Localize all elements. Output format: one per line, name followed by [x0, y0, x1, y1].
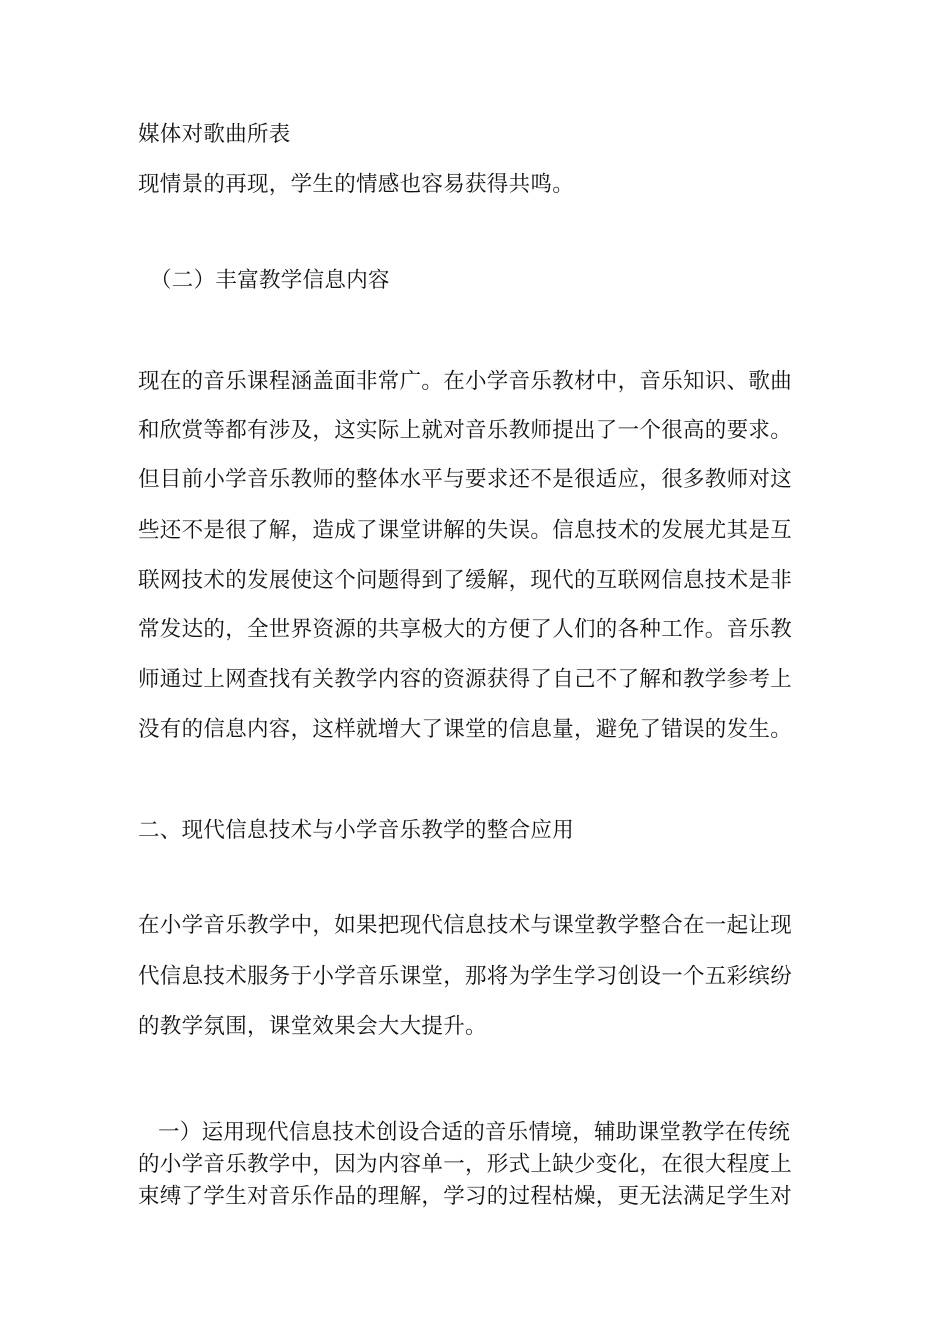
paragraph-2-line: 在小学音乐教学中，如果把现代信息技术与课堂教学整合在一起让现: [138, 913, 793, 938]
paragraph-2-line: 代信息技术服务于小学音乐课堂，那将为学生学习创设一个五彩缤纷: [138, 964, 793, 989]
section-heading: （二）丰富教学信息内容: [150, 268, 390, 293]
paragraph-3-line: 一）运用现代信息技术创设合适的音乐情境，辅助课堂教学在传统: [158, 1120, 791, 1145]
paragraph-1-line: 联网技术的发展使这个问题得到了缓解，现代的互联网信息技术是非: [138, 568, 793, 593]
chapter-heading: 二、现代信息技术与小学音乐教学的整合应用: [138, 818, 575, 843]
paragraph-1-line: 但目前小学音乐教师的整体水平与要求还不是很适应，很多教师对这: [138, 467, 793, 492]
paragraph-2-line: 的教学氛围，课堂效果会大大提升。: [138, 1014, 487, 1039]
paragraph-3-line: 的小学音乐教学中，因为内容单一，形式上缺少变化，在很大程度上: [138, 1152, 793, 1177]
paragraph-1-line: 没有的信息内容，这样就增大了课堂的信息量，避免了错误的发生。: [138, 717, 793, 742]
paragraph-1-line: 些还不是很了解，造成了课堂讲解的失误。信息技术的发展尤其是互: [138, 518, 793, 543]
paragraph-1-line: 和欣赏等都有涉及，这实际上就对音乐教师提出了一个很高的要求。: [138, 418, 793, 443]
paragraph-1-line: 现在的音乐课程涵盖面非常广。在小学音乐教材中，音乐知识、歌曲: [138, 369, 793, 394]
paragraph-1-line: 师通过上网查找有关教学内容的资源获得了自己不了解和教学参考上: [138, 667, 793, 692]
intro-line-1: 媒体对歌曲所表: [138, 122, 291, 147]
intro-line-2: 现情景的再现，学生的情感也容易获得共鸣。: [138, 172, 575, 197]
paragraph-1-line: 常发达的，全世界资源的共享极大的方便了人们的各种工作。音乐教: [138, 617, 793, 642]
paragraph-3-line: 束缚了学生对音乐作品的理解，学习的过程枯燥，更无法满足学生对: [138, 1184, 793, 1209]
